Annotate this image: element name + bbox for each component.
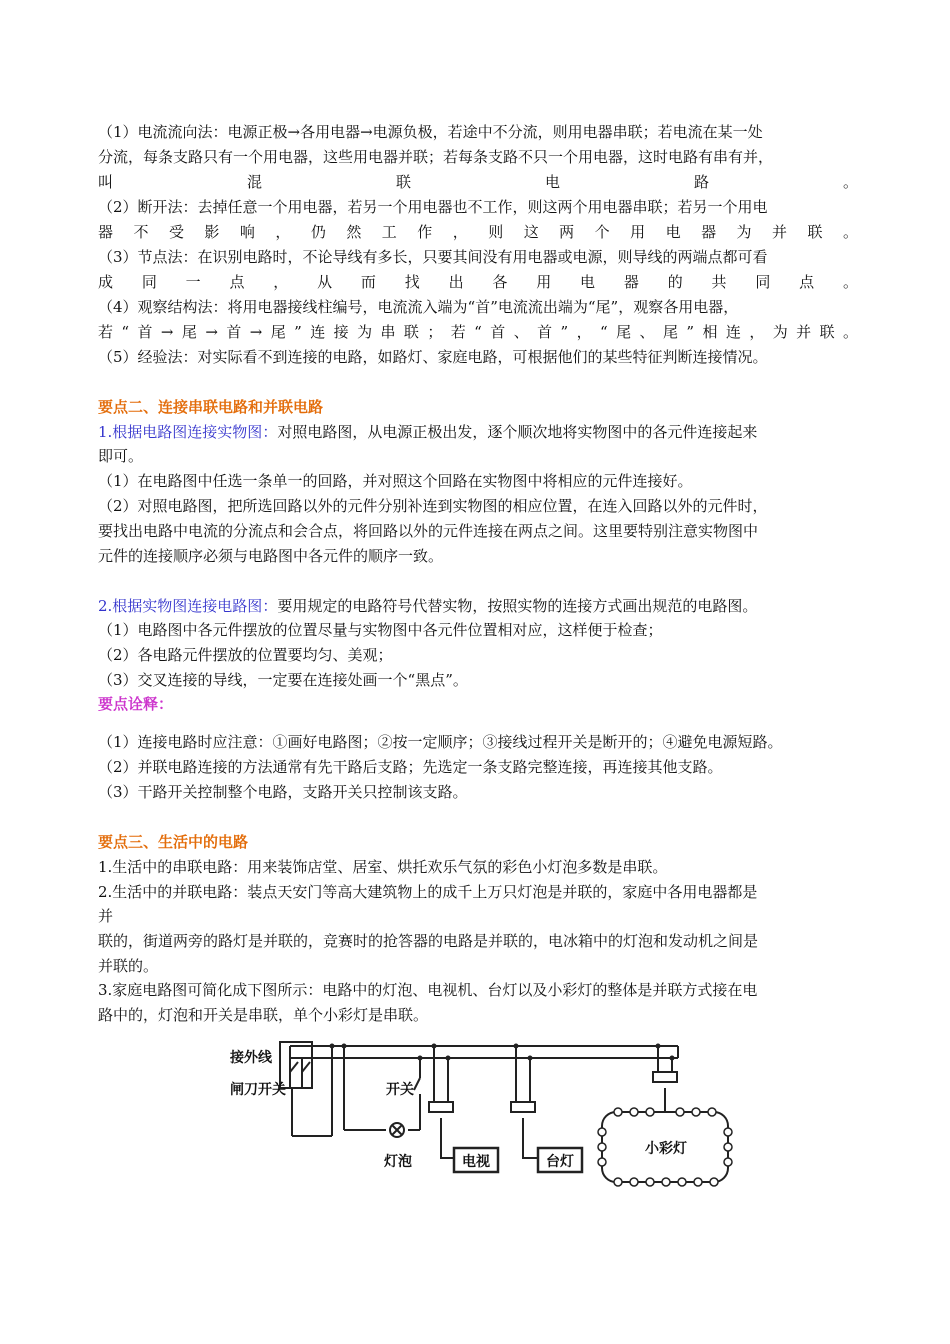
lights-socket	[653, 1072, 677, 1082]
section-heading: 要点二、连接串联电路和并联电路	[98, 398, 324, 416]
text-line: （3）交叉连接的导线，一定要在连接处画一个“黑点”。	[98, 671, 468, 689]
text-line: 分流，每条支路只有一个用电器，这些用电器并联；若每条支路不只一个用电器，这时电路有串有并，	[98, 148, 774, 166]
subsection-title: 2.根据实物图连接电路图：	[98, 597, 278, 615]
text-line: （2）断开法：去掉任意一个用电器，若另一个用电器也不工作，则这两个用电器串联；若另一个用电	[98, 198, 768, 216]
label-string-lights: 小彩灯	[645, 1141, 687, 1157]
text-line: 3.家庭电路图可简化成下图所示：电路中的灯泡、电视机、台灯以及小彩灯的整体是并联方式接在电	[98, 981, 758, 999]
text-line: （5）经验法：对实际看不到连接的电路，如路灯、家庭电路，可根据他们的某些特征判断连接情况。	[98, 348, 768, 366]
label-knife-switch: 闸刀开关	[230, 1082, 286, 1098]
subsection-title: 1.根据电路图连接实物图：	[98, 423, 278, 441]
text-line: 并	[98, 907, 114, 925]
subsection-text: 对照电路图，从电源正极出发，逐个顺次地将实物图中的各元件连接起来	[277, 423, 758, 441]
tv-socket	[429, 1102, 453, 1112]
text-line: 即可。	[98, 447, 144, 465]
text-line: 器不受影响，仍然工作，则这两个用电器为并联。	[98, 223, 858, 241]
text-line: 若“首→尾→首→尾”连接为串联；若“首、首”，“尾、尾”相连，为并联。	[98, 323, 858, 341]
text-line: 路中的，灯泡和开关是串联，单个小彩灯是串联。	[98, 1006, 429, 1024]
text-line: 并联的。	[98, 957, 159, 975]
note-heading: 要点诠释：	[98, 695, 174, 713]
text-line: （2）对照电路图，把所选回路以外的元件分别补连到实物图的相应位置，在连入回路以外的元件时，	[98, 497, 768, 515]
section-heading: 要点三、生活中的电路	[98, 833, 249, 851]
circuit-svg	[218, 1032, 738, 1192]
label-tv: 电视	[462, 1154, 490, 1170]
text-line: （3）干路开关控制整个电路，支路开关只控制该支路。	[98, 783, 468, 801]
label-bulb: 灯泡	[384, 1154, 412, 1170]
label-desk-lamp: 台灯	[546, 1154, 574, 1170]
text-line: 2.生活中的并联电路：装点天安门等高大建筑物上的成千上万只灯泡是并联的，家庭中各用电器都是	[98, 883, 758, 901]
lamp-socket	[511, 1102, 535, 1112]
text-line: 成同一点，从而找出各用电器的共同点。	[98, 273, 858, 291]
subsection-line	[98, 596, 858, 616]
text-line: （1）在电路图中任选一条单一的回路，并对照这个回路在实物图中将相应的元件连接好。	[98, 472, 693, 490]
text-line: （2）各电路元件摆放的位置要均匀、美观；	[98, 646, 393, 664]
text-line: （3）节点法：在识别电路时，不论导线有多长，只要其间没有用电器或电源，则导线的两端点都可看	[98, 248, 768, 266]
label-external-wire: 接外线	[230, 1050, 272, 1066]
label-switch: 开关	[386, 1082, 414, 1098]
text-line: 叫混联电路。	[98, 173, 858, 191]
text-line: 元件的连接顺序必须与电路图中各元件的顺序一致。	[98, 547, 444, 565]
subsection-line	[98, 422, 858, 442]
text-line: 要找出电路中电流的分流点和会合点，将回路以外的元件连接在两点之间。这里要特别注意实物图中	[98, 522, 759, 540]
text-line: 1.生活中的串联电路：用来装饰店堂、居室、烘托欢乐气氛的彩色小灯泡多数是串联。	[98, 858, 668, 876]
text-line: （1）电流流向法：电源正极→各用电器→电源负极，若途中不分流，则用电器串联；若电流在某一处	[98, 123, 763, 141]
text-line: （1）连接电路时应注意：①画好电路图；②按一定顺序；③接线过程开关是断开的；④避免电源短路。	[98, 733, 783, 751]
text-line: （4）观察结构法：将用电器接线柱编号，电流流入端为“首”电流流出端为“尾”，观察各用电器，	[98, 298, 739, 316]
text-line: （2）并联电路连接的方法通常有先干路后支路；先选定一条支路完整连接，再连接其他支路。	[98, 758, 723, 776]
text-line: 联的，街道两旁的路灯是并联的，竞赛时的抢答器的电路是并联的，电冰箱中的灯泡和发动机之间是	[98, 932, 759, 950]
household-circuit-diagram	[218, 1032, 738, 1192]
text-line: （1）电路图中各元件摆放的位置尽量与实物图中各元件位置相对应，这样便于检查；	[98, 621, 663, 639]
subsection-text: 要用规定的电路符号代替实物，按照实物的连接方式画出规范的电路图。	[277, 597, 758, 615]
